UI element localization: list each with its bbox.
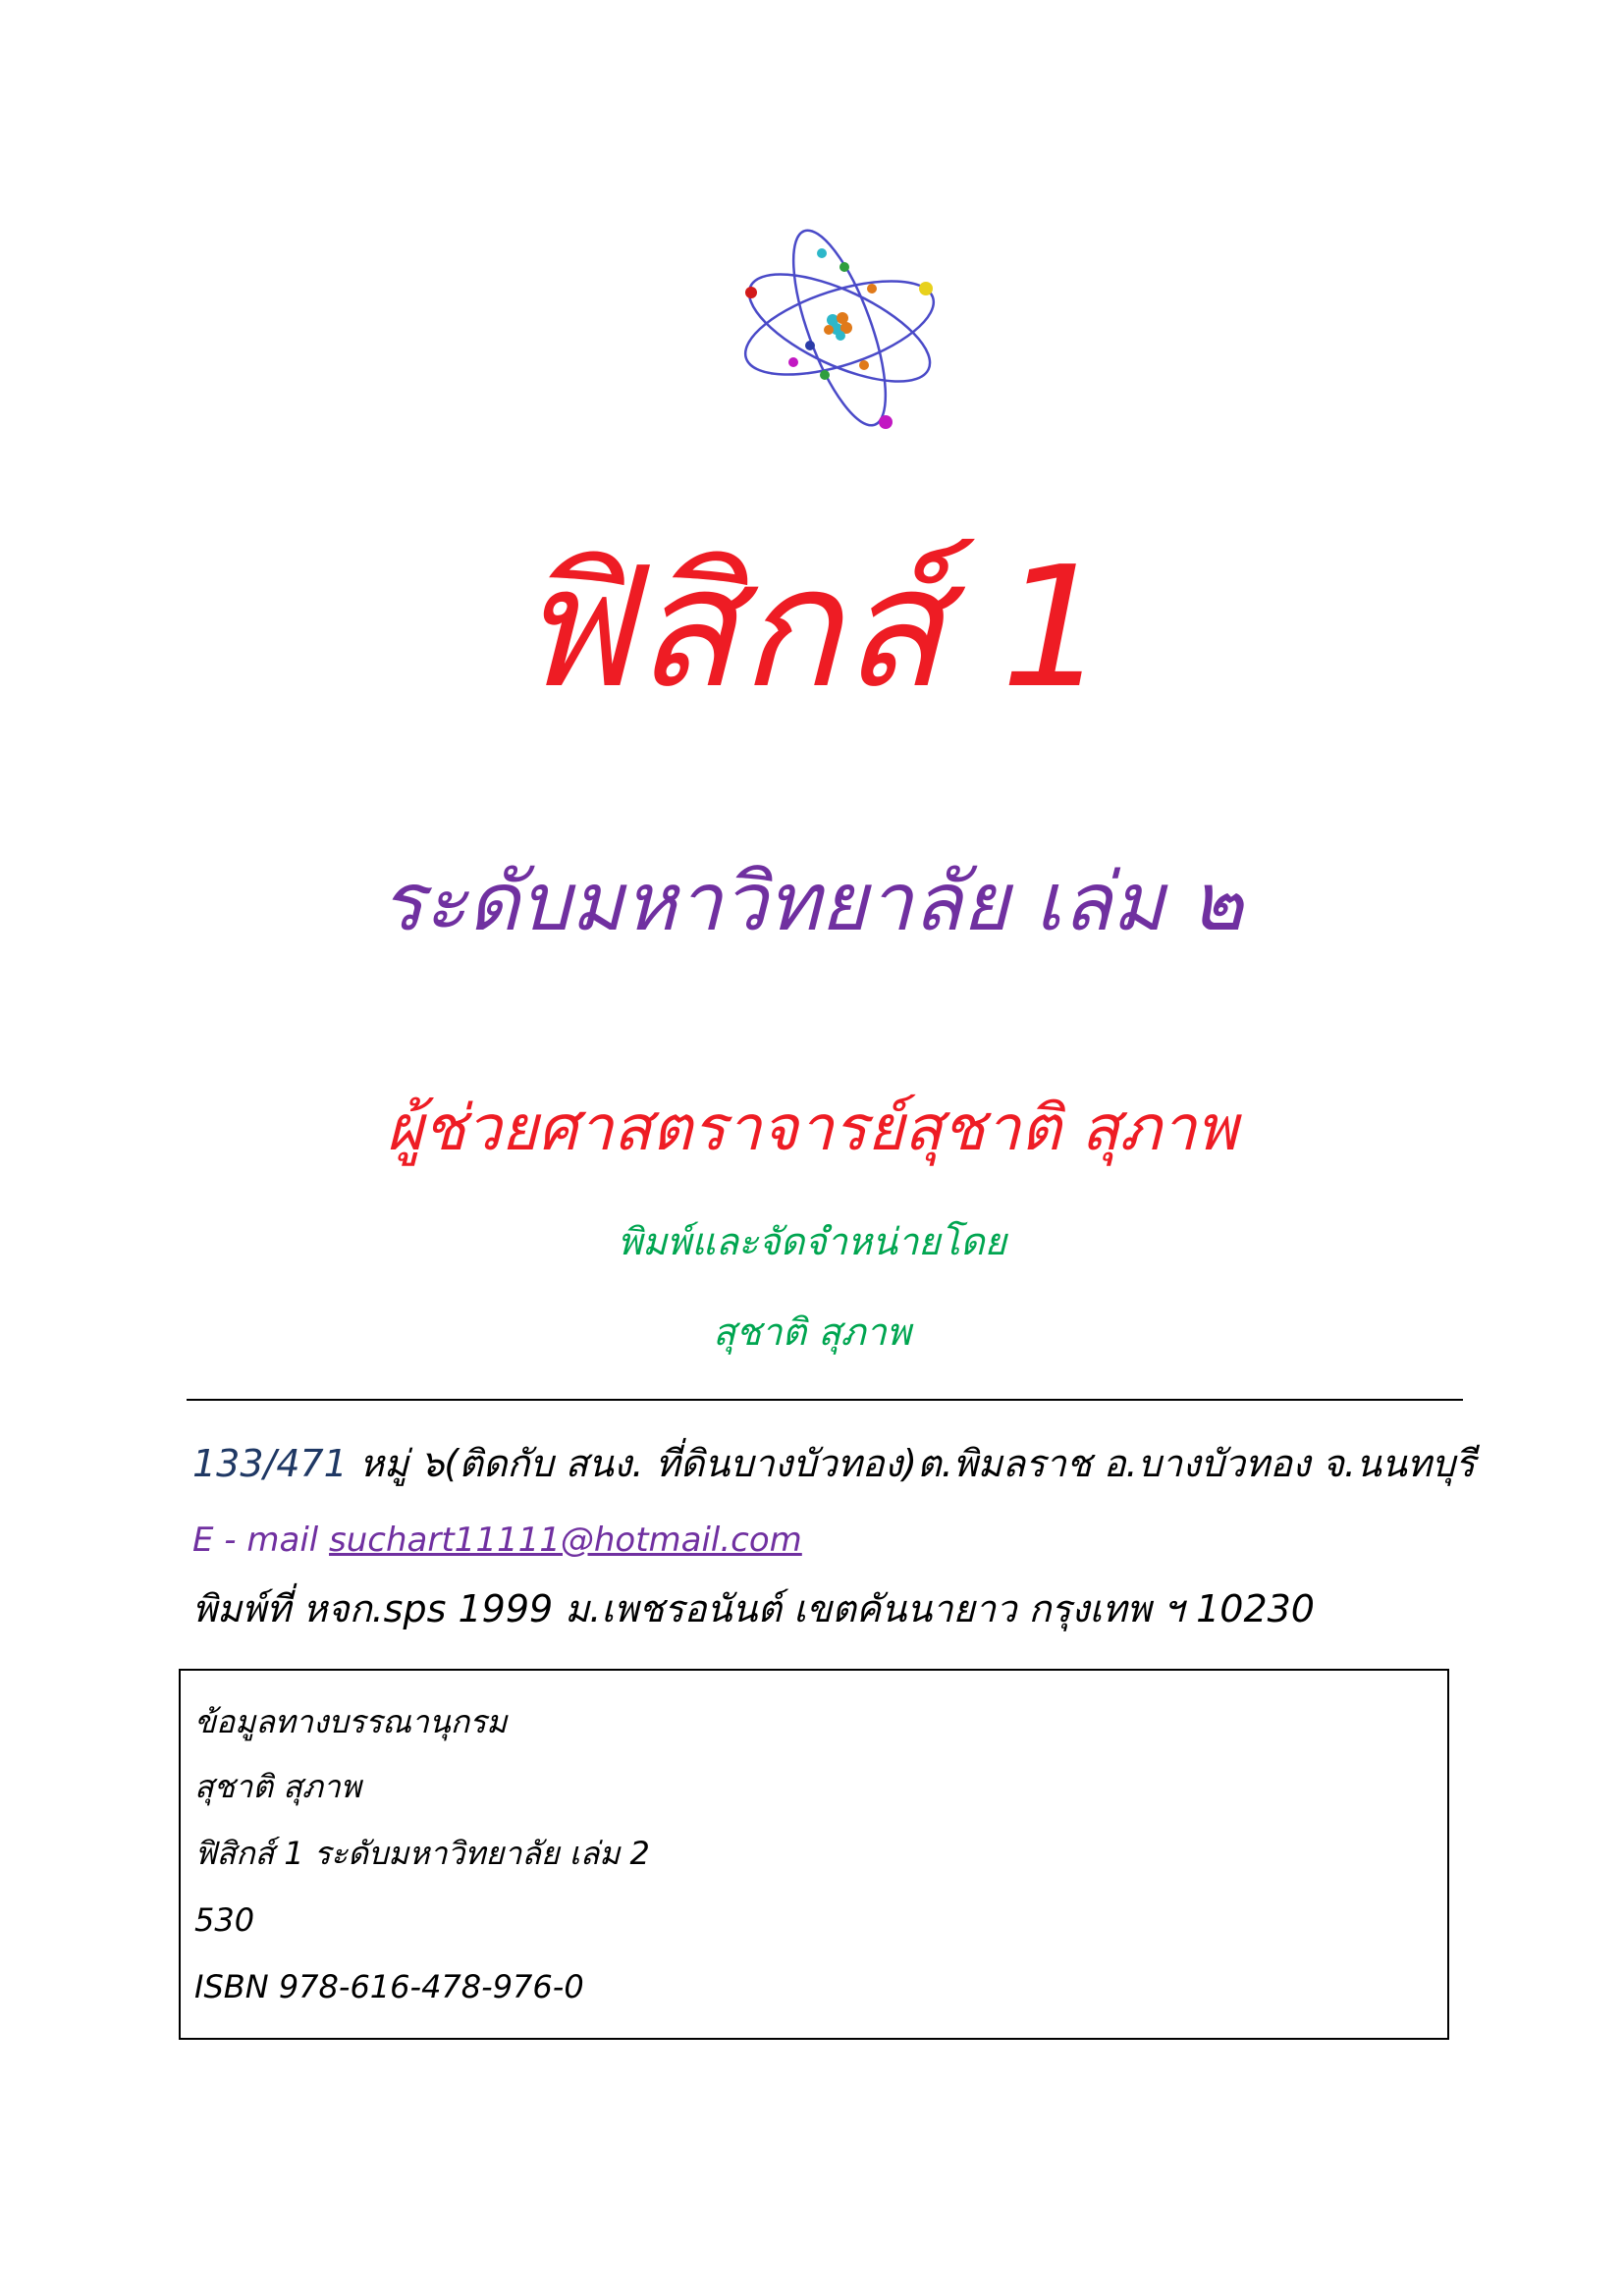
catalog-info-box [179,1669,1449,2040]
catalog-isbn: ISBN 978-616-478-976-0 [194,1968,584,2005]
email-label: E - mail [192,1521,330,1560]
address-number: 133/471 [192,1442,348,1485]
catalog-book-title: ฟิสิกส์ 1 ระดับมหาวิทยาลัย เล่ม 2 [194,1835,650,1872]
publisher-name: สุชาติ สุภาพ [713,1310,911,1354]
catalog-code: 530 [194,1901,255,1939]
author-name: ผู้ช่วยศาสตราจารย์สุชาติ สุภาพ [386,1093,1238,1165]
atom-icon [727,218,952,444]
catalog-author: สุชาติ สุภาพ [194,1768,361,1805]
book-subtitle: ระดับมหาวิทยาลัย เล่ม ๒ [380,856,1244,949]
address-line [192,1439,1475,1488]
address-text: หมู่ ๖(ติดกับ สนง. ที่ดินบางบัวทอง)ต.พิมลราช อ.บางบัวทอง จ.นนทบุรี [347,1442,1476,1485]
horizontal-divider [187,1399,1463,1401]
printer-line: พิมพ์ที่ หจก.sps 1999 ม.เพชรอนันต์ เขตคันนายาว กรุงเทพ ฯ 10230 [192,1587,1315,1630]
publisher-label: พิมพ์และจัดจำหน่ายโดย [618,1220,1006,1263]
email-line [192,1516,802,1565]
catalog-heading: ข้อมูลทางบรรณานุกรม [194,1703,508,1740]
email-link[interactable]: suchart11111@hotmail.com [329,1521,802,1560]
book-title: ฟิสิกส์ 1 [514,531,1110,725]
